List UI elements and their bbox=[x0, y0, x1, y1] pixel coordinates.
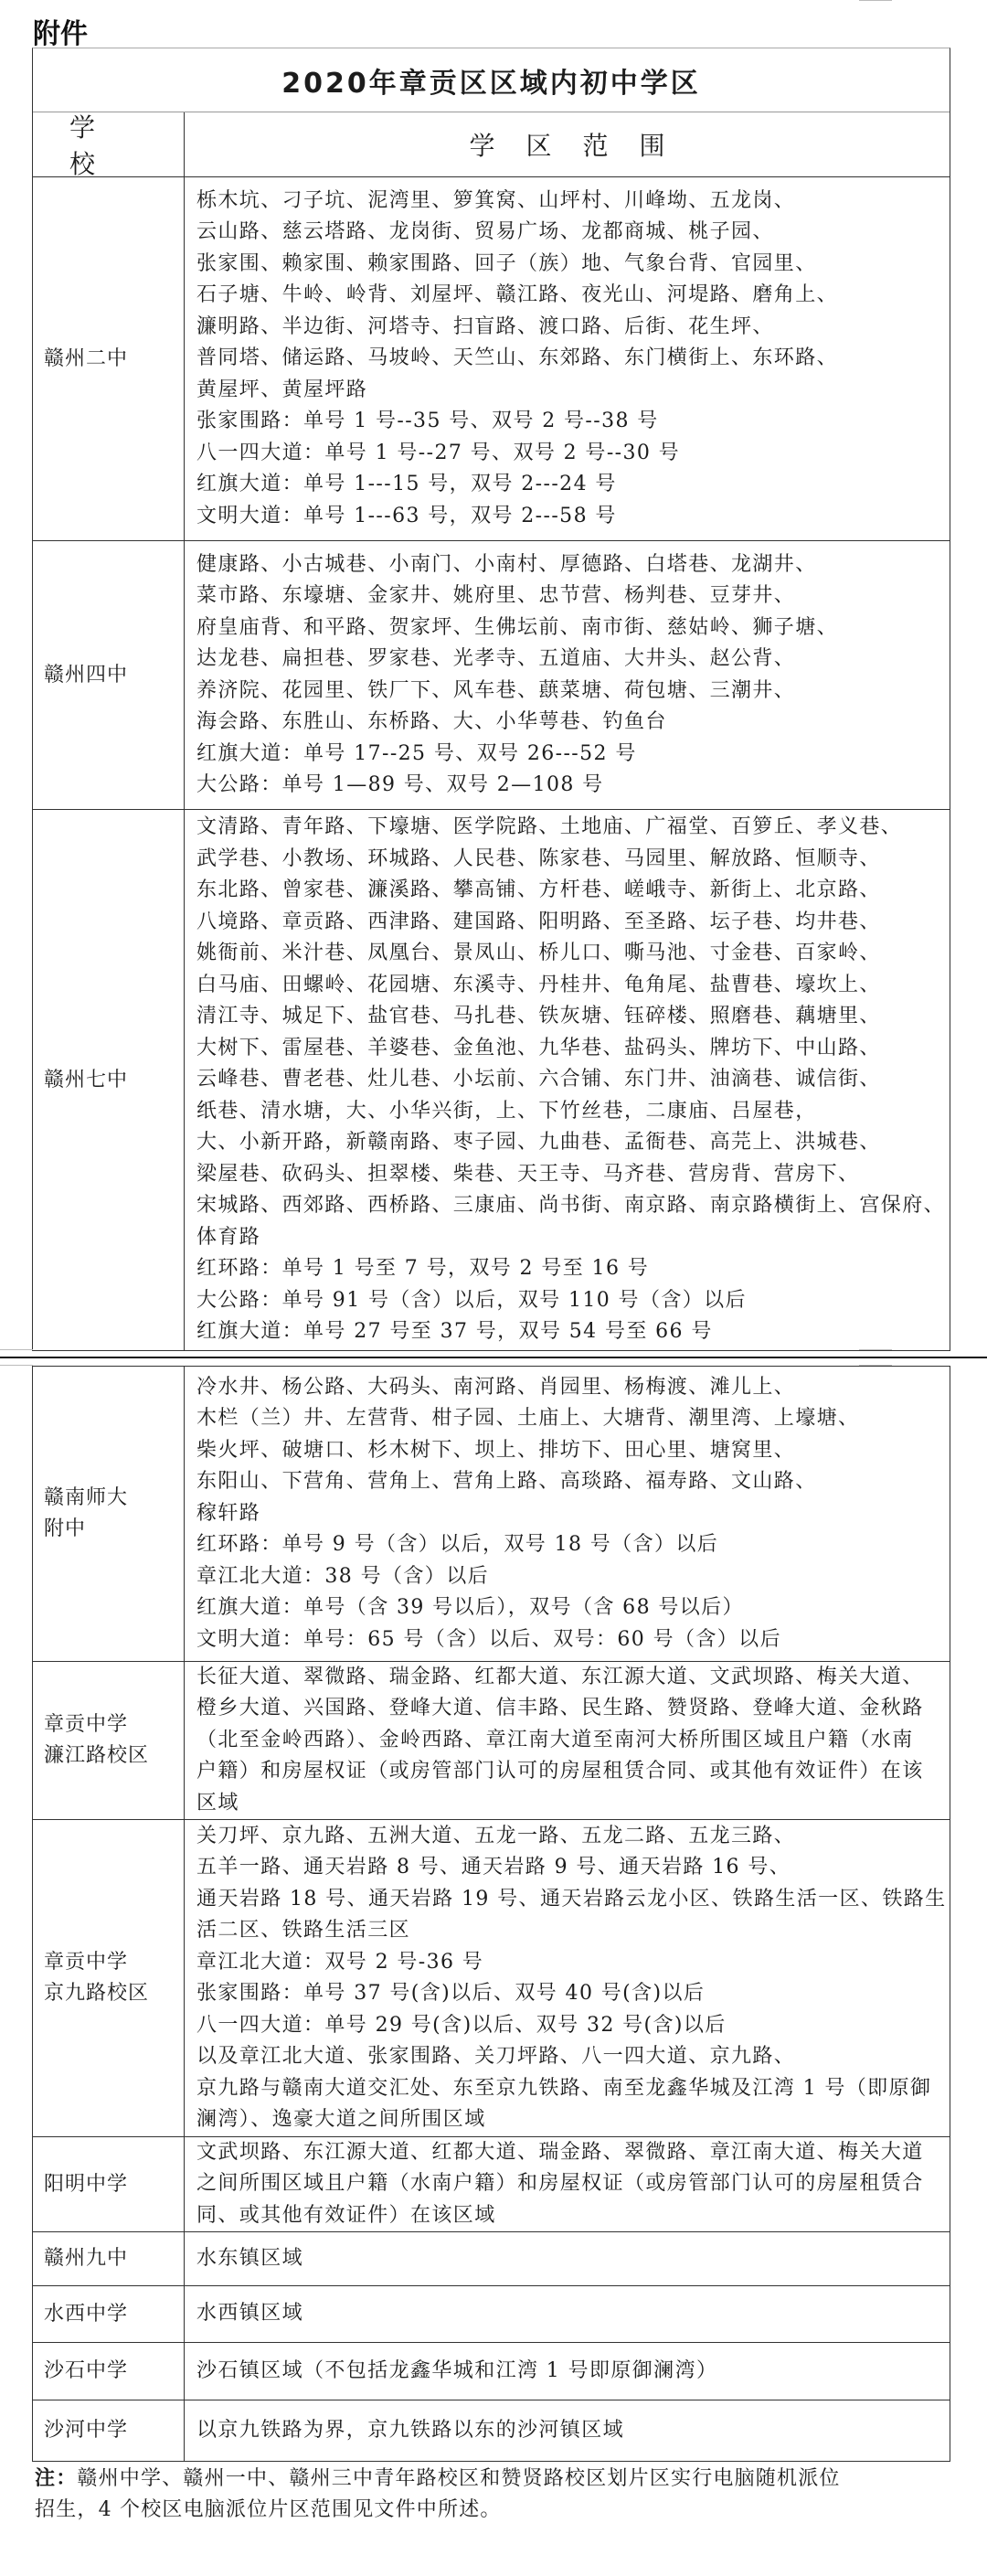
district-range-line: 清江寺、城足下、盐官巷、马扎巷、铁灰塘、钰碎楼、照磨巷、藕塘里、 bbox=[196, 1005, 881, 1028]
district-range-line: 八境路、章贡路、西津路、建国路、阳明路、至圣路、坛子巷、均井巷、 bbox=[196, 910, 881, 933]
school-cell bbox=[33, 2232, 185, 2285]
district-range-line: 养济院、花园里、铁厂下、风车巷、蕻菜塘、荷包塘、三潮井、 bbox=[196, 678, 796, 702]
district-range-cell bbox=[185, 1367, 950, 1661]
district-range-line: 大、小新开路，新赣南路、枣子园、九曲巷、孟衙巷、高芫上、洪城巷、 bbox=[196, 1131, 881, 1155]
table-row bbox=[33, 2342, 950, 2400]
school-cell bbox=[33, 2286, 185, 2342]
header-school: 学校 bbox=[33, 112, 185, 176]
page-break-line bbox=[0, 1357, 987, 1358]
footnote bbox=[35, 2463, 841, 2526]
district-range-line: 红环路：单号 1 号至 7 号，双号 2 号至 16 号 bbox=[196, 1257, 650, 1281]
school-name: 沙河中学 bbox=[44, 2419, 129, 2442]
school-name: 赣南师大 bbox=[44, 1486, 129, 1509]
district-range-line: 八一四大道：单号 1 号--27 号、双号 2 号--30 号 bbox=[196, 441, 681, 464]
district-range-line: 橙乡大道、兴国路、登峰大道、信丰路、民生路、赞贤路、登峰大道、金秋路 bbox=[196, 1697, 924, 1720]
table-row bbox=[33, 540, 950, 809]
district-range-cell bbox=[185, 810, 950, 1350]
school-name: 水西中学 bbox=[44, 2302, 129, 2326]
district-range-line: 红环路：单号 9 号（含）以后，双号 18 号（含）以后 bbox=[196, 1533, 719, 1557]
page-corner-mark bbox=[859, 1349, 892, 1350]
school-cell bbox=[33, 177, 185, 540]
school-name: 赣州四中 bbox=[44, 663, 129, 687]
school-cell bbox=[33, 1820, 185, 2136]
school-name: 京九路校区 bbox=[44, 1982, 150, 2005]
district-range-cell bbox=[185, 2286, 950, 2342]
table-row bbox=[33, 2136, 950, 2231]
school-name: 赣州二中 bbox=[44, 346, 129, 370]
district-range-line: 八一四大道：单号 29 号(含)以后、双号 32 号(含)以后 bbox=[196, 2013, 727, 2037]
district-range-line: 武学巷、小教场、环城路、人民巷、陈家巷、马园里、解放路、恒顺寺、 bbox=[196, 846, 881, 870]
school-cell bbox=[33, 2343, 185, 2400]
table-row bbox=[33, 177, 950, 540]
table-body bbox=[33, 177, 950, 1350]
district-range-cell bbox=[185, 177, 950, 540]
district-range-line: 张家围路：单号 37 号(含)以后、双号 40 号(含)以后 bbox=[196, 1982, 706, 2005]
district-range-line: 区域 bbox=[196, 1791, 239, 1815]
district-range-line: 户籍）和房屋权证（或房管部门认可的房屋租赁合同、或其他有效证件）在该 bbox=[196, 1760, 924, 1783]
school-name: 章贡中学 bbox=[44, 1713, 129, 1736]
district-range-line: 章江北大道：双号 2 号-36 号 bbox=[196, 1950, 484, 1974]
district-range-line: 黄屋坪、黄屋坪路 bbox=[196, 378, 368, 401]
school-cell bbox=[33, 1662, 185, 1819]
district-range-line: 红旗大道：单号（含 39 号以后），双号（含 68 号以后） bbox=[196, 1596, 744, 1620]
district-range-line: 文明大道：单号 1---63 号，双号 2---58 号 bbox=[196, 504, 617, 527]
footnote-label: 注： bbox=[35, 2466, 78, 2490]
district-range-line: 柴火坪、破塘口、杉木树下、坝上、排坊下、田心里、塘窝里、 bbox=[196, 1438, 796, 1462]
table-row bbox=[33, 2285, 950, 2342]
school-cell bbox=[33, 541, 185, 809]
attachment-label: 附件 bbox=[33, 18, 88, 50]
school-name: 阳明中学 bbox=[44, 2172, 129, 2196]
district-range-line: 章江北大道：38 号（含）以后 bbox=[196, 1564, 489, 1588]
table-row bbox=[33, 1661, 950, 1819]
district-range-line: 体育路 bbox=[196, 1225, 261, 1249]
district-range-cell bbox=[185, 2232, 950, 2285]
district-range-line: 水东镇区域 bbox=[196, 2246, 304, 2270]
school-name: 赣州九中 bbox=[44, 2247, 129, 2270]
school-cell bbox=[33, 2400, 185, 2461]
district-range-cell bbox=[185, 2400, 950, 2461]
table-header-row bbox=[33, 112, 950, 177]
district-range-line: 大树下、雷屋巷、羊婆巷、金鱼池、九华巷、盐码头、牌坊下、中山路、 bbox=[196, 1036, 881, 1059]
district-range-line: 白马庙、田螺岭、花园塘、东溪寺、丹桂井、龟角尾、盐曹巷、壕坎上、 bbox=[196, 973, 881, 996]
table-title: 2020年章贡区区域内初中学区 bbox=[33, 48, 950, 112]
school-cell bbox=[33, 1367, 185, 1661]
page-corner-mark bbox=[0, 1349, 33, 1350]
district-range-line: 海会路、东胜山、东桥路、大、小华萼巷、钓鱼台 bbox=[196, 710, 667, 733]
district-range-line: 长征大道、翠微路、瑞金路、红都大道、东江源大道、文武坝路、梅关大道、 bbox=[196, 1665, 924, 1688]
table-row bbox=[33, 1819, 950, 2136]
district-range-line: 木栏（兰）井、左营背、柑子园、土庙上、大塘背、潮里湾、上壕塘、 bbox=[196, 1407, 860, 1431]
district-range-cell bbox=[185, 541, 950, 809]
district-range-line: 关刀坪、京九路、五洲大道、五龙一路、五龙二路、五龙三路、 bbox=[196, 1824, 796, 1847]
table-row bbox=[33, 809, 950, 1350]
school-cell bbox=[33, 2137, 185, 2231]
district-range-line: 文清路、青年路、下壕塘、医学院路、土地庙、广福堂、百箩丘、孝义巷、 bbox=[196, 815, 903, 839]
district-range-line: 之间所围区域且户籍（水南户籍）和房屋权证（或房管部门认可的房屋租赁合 bbox=[196, 2172, 924, 2196]
school-name: 赣州七中 bbox=[44, 1068, 129, 1091]
table-row bbox=[33, 1367, 950, 1661]
district-range-line: 达龙巷、扁担巷、罗家巷、光孝寺、五道庙、大井头、赵公背、 bbox=[196, 647, 796, 670]
district-range-line: 云峰巷、曹老巷、灶儿巷、小坛前、六合铺、东门井、油滴巷、诚信街、 bbox=[196, 1068, 881, 1091]
district-range-line: 沙石镇区域（不包括龙鑫华城和江湾 1 号即原御澜湾） bbox=[196, 2358, 718, 2382]
table-row bbox=[33, 2231, 950, 2285]
district-range-cell bbox=[185, 1662, 950, 1819]
district-range-line: 以及章江北大道、张家围路、关刀坪路、八一四大道、京九路、 bbox=[196, 2045, 796, 2068]
district-range-line: 栎木坑、刁子坑、泥湾里、箩箕窝、山坪村、川峰坳、五龙岗、 bbox=[196, 188, 796, 212]
district-range-line: 大公路：单号 1—89 号、双号 2—108 号 bbox=[196, 773, 604, 796]
district-range-line: 以京九铁路为界，京九铁路以东的沙河镇区域 bbox=[196, 2418, 625, 2442]
district-range-line: 水西镇区域 bbox=[196, 2302, 304, 2326]
district-range-line: 普同塔、储运路、马坡岭、天竺山、东郊路、东门横街上、东环路、 bbox=[196, 346, 839, 370]
district-range-line: 红旗大道：单号 1---15 号，双号 2---24 号 bbox=[196, 473, 617, 496]
district-range-line: （北至金岭西路）、金岭西路、章江南大道至南河大桥所围区域且户籍（水南 bbox=[196, 1728, 914, 1751]
footnote-text: 赣州中学、赣州一中、赣州三中青年路校区和赞贤路校区划片区实行电脑随机派位 bbox=[77, 2467, 841, 2490]
district-range-line: 东阳山、下营角、营角上、营角上路、高琰路、福寿路、文山路、 bbox=[196, 1470, 817, 1494]
district-range-line: 冷水井、杨公路、大码头、南河路、肖园里、杨梅渡、滩儿上、 bbox=[196, 1375, 796, 1399]
footnote-line-2: 招生，4 个校区电脑派位片区范围见文件中所述。 bbox=[35, 2498, 502, 2521]
district-range-line: 红旗大道：单号 17--25 号、双号 26---52 号 bbox=[196, 741, 637, 765]
district-range-line: 纸巷、清水塘，大、小华兴街，上、下竹丝巷，二康庙、吕屋巷， bbox=[196, 1099, 817, 1123]
district-range-line: 澜湾）、逸豪大道之间所围区域 bbox=[196, 2108, 486, 2131]
district-range-line: 京九路与赣南大道交汇处、东至京九铁路、南至龙鑫华城及江湾 1 号（即原御 bbox=[196, 2076, 932, 2100]
district-range-line: 同、或其他有效证件）在该区域 bbox=[196, 2203, 496, 2227]
footnote-line-1 bbox=[35, 2463, 841, 2495]
district-range-line: 稼轩路 bbox=[196, 1501, 261, 1525]
district-range-line: 东北路、曾家巷、濂溪路、攀高铺、方杆巷、嵯峨寺、新街上、北京路、 bbox=[196, 878, 881, 902]
school-name: 附中 bbox=[44, 1517, 87, 1540]
district-range-line: 活二区、铁路生活三区 bbox=[196, 1919, 411, 1942]
district-range-line: 石子塘、牛岭、岭背、刘屋坪、赣江路、夜光山、河堤路、磨角上、 bbox=[196, 283, 839, 307]
district-range-cell bbox=[185, 2137, 950, 2231]
district-range-line: 五羊一路、通天岩路 8 号、通天岩路 9 号、通天岩路 16 号、 bbox=[196, 1856, 791, 1879]
school-district-table-part1 bbox=[32, 48, 950, 1351]
school-name: 濂江路校区 bbox=[44, 1744, 150, 1767]
school-district-table-part2 bbox=[32, 1366, 950, 2462]
district-range-line: 文武坝路、东江源大道、红都大道、瑞金路、翠微路、章江南大道、梅关大道 bbox=[196, 2140, 924, 2164]
table-row bbox=[33, 2400, 950, 2461]
district-range-line: 通天岩路 18 号、通天岩路 19 号、通天岩路云龙小区、铁路生活一区、铁路生 bbox=[196, 1887, 947, 1911]
district-range-line: 健康路、小古城巷、小南门、小南村、厚德路、白塔巷、龙湖井、 bbox=[196, 552, 817, 576]
district-range-cell bbox=[185, 1820, 950, 2136]
district-range-line: 云山路、慈云塔路、龙岗街、贸易广场、龙都商城、桃子园、 bbox=[196, 220, 774, 244]
header-district-range: 学区范围 bbox=[469, 131, 696, 161]
table-body bbox=[33, 1367, 950, 2461]
district-range-line: 濂明路、半边街、河塔寺、扫盲路、渡口路、后街、花生坪、 bbox=[196, 314, 774, 338]
district-range-line: 大公路：单号 91 号（含）以后，双号 110 号（含）以后 bbox=[196, 1288, 747, 1312]
district-range-line: 宋城路、西郊路、西桥路、三康庙、尚书街、南京路、南京路横街上、宫保府、 bbox=[196, 1194, 946, 1218]
school-cell bbox=[33, 810, 185, 1350]
district-range-line: 姚衙前、米汁巷、凤凰台、景凤山、桥儿口、嘶马池、寸金巷、百家岭、 bbox=[196, 942, 881, 965]
school-name: 章贡中学 bbox=[44, 1951, 129, 1974]
district-range-line: 府皇庙背、和平路、贺家坪、生佛坛前、南市街、慈姑岭、狮子塘、 bbox=[196, 615, 839, 639]
school-name: 沙石中学 bbox=[44, 2359, 129, 2382]
district-range-line: 红旗大道：单号 27 号至 37 号，双号 54 号至 66 号 bbox=[196, 1320, 713, 1344]
district-range-line: 菜市路、东壕塘、金家井、姚府里、忠节营、杨判巷、豆芽井、 bbox=[196, 584, 796, 607]
district-range-line: 张家围、赖家围、赖家围路、回子（族）地、气象台背、官园里、 bbox=[196, 251, 817, 275]
district-range-line: 张家围路：单号 1 号--35 号、双号 2 号--38 号 bbox=[196, 410, 659, 433]
district-range-cell bbox=[185, 2343, 950, 2400]
page-corner-mark bbox=[859, 0, 892, 1]
district-range-line: 梁屋巷、砍码头、担翠楼、柴巷、天王寺、马齐巷、营房背、营房下、 bbox=[196, 1162, 860, 1186]
district-range-line: 文明大道：单号：65 号（含）以后、双号：60 号（含）以后 bbox=[196, 1627, 781, 1651]
page-corner-mark bbox=[0, 1365, 33, 1366]
